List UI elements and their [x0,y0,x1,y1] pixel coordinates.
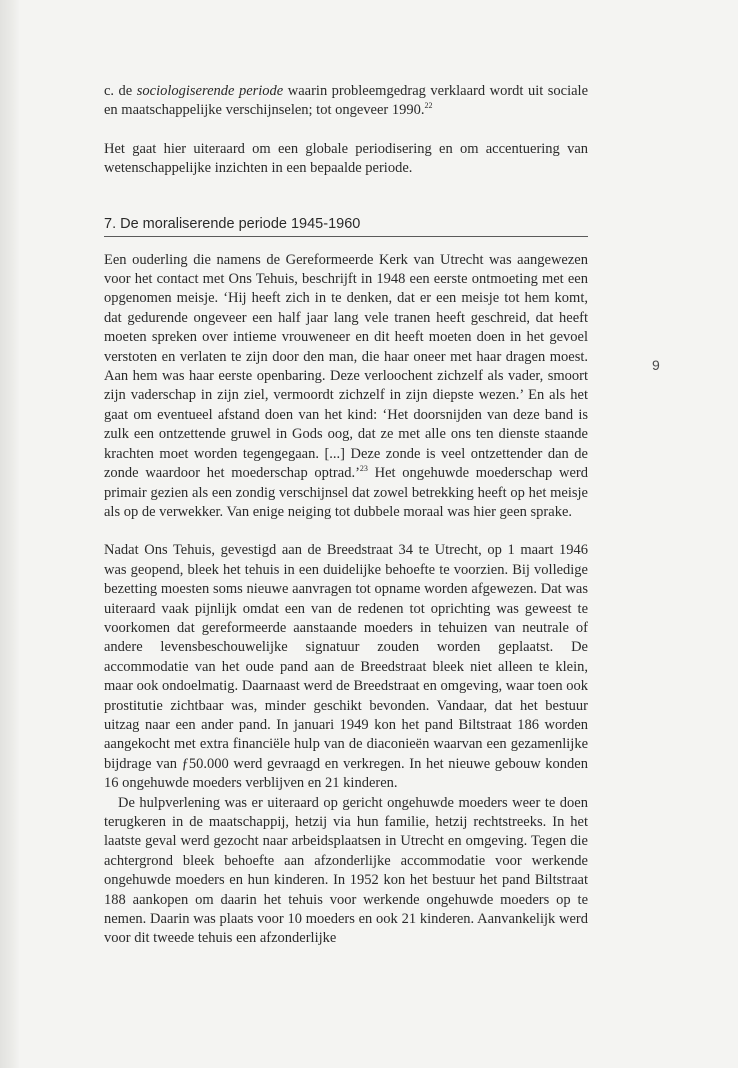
section-paragraph-1 [104,251,588,523]
page-number: 9 [652,357,660,373]
intro-closing-paragraph: Het gaat hier uiteraard om een globale periodisering en om accentuering van wetenschappelijke inzichten in een bepaalde periode. [104,140,588,177]
section-heading: 7. De moraliserende periode 1945-1960 [104,215,588,237]
section-paragraph-3: De hulpverlening was er uiteraard op gericht ongehuwde moeders weer te doen terugkeren in de maatschappij, hetzij via hun familie, hetzij rechtstreeks. In het laatste geval werd gezocht naar arbeidsplaatsen in Utrecht en omgeving. Tegen die achtergrond bleek behoefte aan afzonderlijke accommodatie voor werkende ongehuwde moeders en hun kinderen. In 1952 kon het bestuur het pand Biltstraat 188 aankopen om daarin het tehuis voor werkende ongehuwde moeders op te nemen. Daarin was plaats voor 10 moeders en ook 21 kinderen. Aanvankelijk werd voor dit tweede tehuis een afzonderlijke [104,794,588,947]
paragraph-1-text: Een ouderling die namens de Gereformeerde Kerk van Utrecht was aangewezen voor het contact met Ons Tehuis, beschrijft in 1948 een eerste ontmoeting met een opgenomen meisje. ‘Hij heeft zich in te denken, dat er een meisje tot hem komt, dat gedurende ongeveer een half jaar lang vele tranen heeft geschreid, dat heeft moeten spreken over intieme vrouweneer en dit heeft moeten doen in het gevoel verstoten en verlaten te zijn door den man, die haar oneer met haar dragen moest. Aan hem was haar eerste openbaring. Deze verloochent zichzelf als vader, smoort zijn vaderschap in zijn ziel, vermoordt zichzelf in zijn diepste wezen.’ En als het gaat om eventueel afstand doen van het kind: ‘Het doorsnijden van deze band is zulk een ontzettende gruwel in Gods oog, dat ze met alle ons ten dienste staande krachten moet worden tegengegaan. [...] Deze zonde is veel ontzettender dan de zonde waardoor het moederschap optrad.’ [104,251,588,482]
page-body [104,82,588,949]
footnote-ref-22[interactable]: 22 [424,101,433,111]
intro-item-c [104,82,588,121]
section-paragraph-2: Nadat Ons Tehuis, gevestigd aan de Breedstraat 34 te Utrecht, op 1 maart 1946 was geopend, bleek het tehuis in een duidelijke behoefte te voorzien. Bij volledige bezetting moesten soms nieuwe aanvragen tot opname worden afgewezen. Dat was uiteraard vaak pijnlijk omdat een van de redenen tot oprichting was geweest te voorkomen dat gereformeerde aanstaande moeders in tehuizen van neutrale of andere levensbeschouwelijke signatuur zouden worden geplaatst. De accommodatie van het oude pand aan de Breedstraat bleek niet alleen te klein, maar ook ondoelmatig. Daarnaast werd de Breedstraat en omgeving, waar toen ook prostitutie zichtbaar was, minder geschikt bevonden. Vandaar, dat het bestuur uitzag naar een ander pand. In januari 1949 kon het pand Biltstraat 186 worden aangekocht met extra financiële hulp van de diaconieën waarvan een gezamenlijke bijdrage van ƒ50.000 werd gevraagd en verkregen. In het nieuwe gebouw konden 16 ongehuwde moeders verblijven en 21 kinderen. [104,542,588,792]
item-c-prefix: c. de [104,83,137,99]
page-spine-shadow [0,0,20,1068]
item-c-rest: waarin probleemgedrag verklaard wordt uit sociale en maatschappelijke verschijnselen; tot ongeveer 1990. [104,83,589,119]
item-c-term: sociologiserende periode [136,83,284,99]
paragraph-1-continuation: Het ongehuwde moederschap werd primair gezien als een zondig verschijnsel dat zowel betrekking heeft op het meisje als op de verwekker. Van enige neiging tot dubbele moraal was hier geen sprake. [104,465,588,520]
footnote-ref-23[interactable]: 23 [359,464,368,474]
